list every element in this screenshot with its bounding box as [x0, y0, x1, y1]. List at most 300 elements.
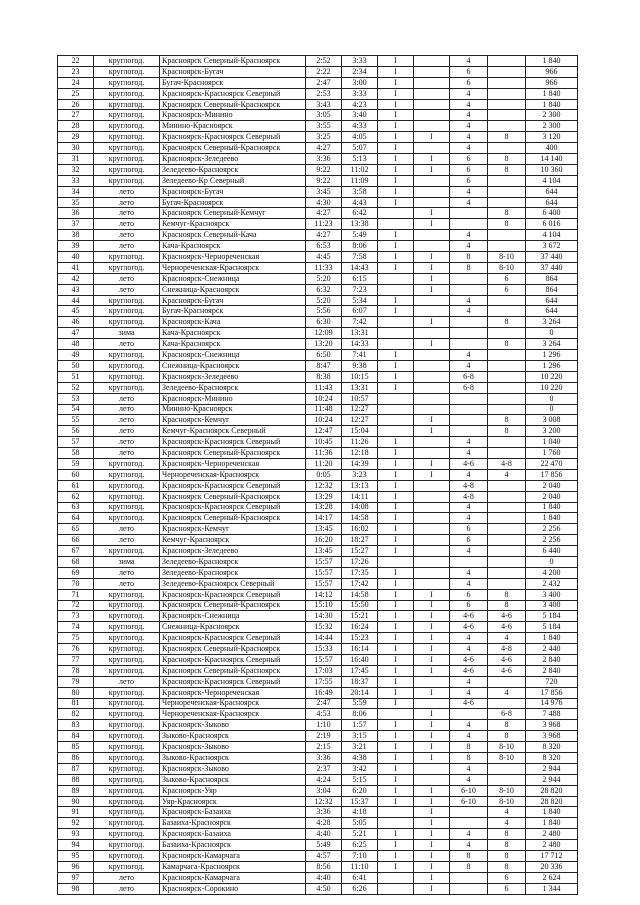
total-cell: 644 — [526, 306, 578, 317]
mark1-cell: I — [378, 589, 414, 600]
total-cell: 2 944 — [526, 774, 578, 785]
mark2-cell: I — [414, 164, 450, 175]
mark1-cell: I — [378, 600, 414, 611]
row-number: 94 — [58, 840, 94, 851]
row-number: 71 — [58, 589, 94, 600]
mark2-cell — [414, 197, 450, 208]
mark1-cell: I — [378, 633, 414, 644]
table-row — [58, 818, 578, 829]
arrival-cell: 17:45 — [342, 665, 378, 676]
departure-cell: 11:48 — [306, 404, 342, 415]
departure-cell: 2:47 — [306, 698, 342, 709]
mark2-cell: I — [414, 284, 450, 295]
period-cell: лето — [94, 273, 160, 284]
mark1-cell: I — [378, 687, 414, 698]
arrival-cell: 16:02 — [342, 524, 378, 535]
row-number: 65 — [58, 524, 94, 535]
total-cell: 2 300 — [526, 121, 578, 132]
table-row — [58, 284, 578, 295]
arrival-cell: 12:27 — [342, 415, 378, 426]
table-row — [58, 644, 578, 655]
period-cell: лето — [94, 404, 160, 415]
mark1-cell: I — [378, 774, 414, 785]
arrival-cell: 13:31 — [342, 328, 378, 339]
row-number: 46 — [58, 317, 94, 328]
departure-cell: 3:04 — [306, 785, 342, 796]
table-row — [58, 175, 578, 186]
route-cell: Базаиха-Красноярск — [160, 840, 306, 851]
table-row — [58, 230, 578, 241]
period-cell: круглогод. — [94, 753, 160, 764]
arrival-cell: 3:23 — [342, 469, 378, 480]
table-row — [58, 709, 578, 720]
mark2-cell: I — [414, 851, 450, 862]
mark2-cell: I — [414, 753, 450, 764]
route-cell: Чернореченская-Красноярск — [160, 709, 306, 720]
arrival-cell: 7:10 — [342, 851, 378, 862]
count1-cell — [450, 273, 488, 284]
table-row — [58, 872, 578, 883]
count2-cell: 6 — [488, 883, 526, 894]
count1-cell: 4 — [450, 360, 488, 371]
arrival-cell: 5:49 — [342, 230, 378, 241]
table-row — [58, 306, 578, 317]
mark2-cell — [414, 382, 450, 393]
table-row — [58, 654, 578, 665]
mark1-cell — [378, 328, 414, 339]
departure-cell: 3:55 — [306, 121, 342, 132]
count1-cell: 4 — [450, 186, 488, 197]
period-cell: круглогод. — [94, 110, 160, 121]
mark1-cell: I — [378, 164, 414, 175]
route-cell: Красноярск-Камарчага — [160, 872, 306, 883]
departure-cell: 4:50 — [306, 883, 342, 894]
count1-cell: 4 — [450, 110, 488, 121]
mark2-cell — [414, 698, 450, 709]
route-cell: Красноярск-Красноярск Северный — [160, 88, 306, 99]
count1-cell — [450, 818, 488, 829]
mark2-cell — [414, 393, 450, 404]
arrival-cell: 16:14 — [342, 644, 378, 655]
period-cell: круглогод. — [94, 709, 160, 720]
row-number: 42 — [58, 273, 94, 284]
row-number: 58 — [58, 448, 94, 459]
mark2-cell: I — [414, 339, 450, 350]
mark1-cell: I — [378, 731, 414, 742]
mark2-cell: I — [414, 469, 450, 480]
total-cell: 5 184 — [526, 611, 578, 622]
total-cell: 1 296 — [526, 360, 578, 371]
count1-cell: 4 — [450, 687, 488, 698]
row-number: 32 — [58, 164, 94, 175]
total-cell: 644 — [526, 295, 578, 306]
arrival-cell: 11:09 — [342, 175, 378, 186]
total-cell: 3 008 — [526, 415, 578, 426]
count2-cell: 4-6 — [488, 665, 526, 676]
count1-cell: 6-8 — [450, 371, 488, 382]
count1-cell: 6 — [450, 589, 488, 600]
total-cell: 1 840 — [526, 99, 578, 110]
total-cell: 10 360 — [526, 164, 578, 175]
arrival-cell: 7:23 — [342, 284, 378, 295]
row-number: 24 — [58, 77, 94, 88]
period-cell: круглогод. — [94, 698, 160, 709]
count2-cell: 8-10 — [488, 252, 526, 263]
table-row — [58, 360, 578, 371]
total-cell: 2 040 — [526, 491, 578, 502]
row-number: 60 — [58, 469, 94, 480]
count1-cell: 8 — [450, 861, 488, 872]
route-cell: Красноярск-Зеледеево — [160, 154, 306, 165]
total-cell: 3 672 — [526, 241, 578, 252]
row-number: 59 — [58, 458, 94, 469]
row-number: 25 — [58, 88, 94, 99]
departure-cell: 4:53 — [306, 709, 342, 720]
row-number: 38 — [58, 230, 94, 241]
count2-cell: 8 — [488, 132, 526, 143]
period-cell: круглогод. — [94, 720, 160, 731]
table-row — [58, 633, 578, 644]
period-cell: круглогод. — [94, 121, 160, 132]
route-cell: Бугач-Красноярск — [160, 306, 306, 317]
mark1-cell: I — [378, 720, 414, 731]
period-cell: круглогод. — [94, 546, 160, 557]
period-cell: круглогод. — [94, 840, 160, 851]
period-cell: круглогод. — [94, 99, 160, 110]
departure-cell: 2:15 — [306, 742, 342, 753]
period-cell: круглогод. — [94, 143, 160, 154]
arrival-cell: 16:40 — [342, 654, 378, 665]
route-cell: Красноярск-Кемчуг — [160, 524, 306, 535]
mark1-cell — [378, 317, 414, 328]
departure-cell: 13:45 — [306, 546, 342, 557]
mark2-cell: I — [414, 611, 450, 622]
departure-cell: 15:10 — [306, 600, 342, 611]
route-cell: Красноярск-Снежница — [160, 350, 306, 361]
mark2-cell — [414, 578, 450, 589]
arrival-cell: 5:34 — [342, 295, 378, 306]
total-cell: 8 320 — [526, 742, 578, 753]
document-page — [57, 55, 577, 895]
table-row — [58, 371, 578, 382]
route-cell: Зеледеево-Красноярск — [160, 567, 306, 578]
table-row — [58, 851, 578, 862]
mark1-cell — [378, 818, 414, 829]
count1-cell: 6-8 — [450, 382, 488, 393]
table-row — [58, 208, 578, 219]
period-cell: круглогод. — [94, 622, 160, 633]
row-number: 49 — [58, 350, 94, 361]
departure-cell: 3:36 — [306, 154, 342, 165]
mark2-cell — [414, 676, 450, 687]
table-row — [58, 829, 578, 840]
mark2-cell — [414, 524, 450, 535]
mark2-cell — [414, 306, 450, 317]
count1-cell: 4 — [450, 676, 488, 687]
mark2-cell — [414, 437, 450, 448]
period-cell: круглогод. — [94, 829, 160, 840]
mark1-cell: I — [378, 840, 414, 851]
period-cell: круглогод. — [94, 154, 160, 165]
arrival-cell: 17:26 — [342, 556, 378, 567]
mark1-cell — [378, 426, 414, 437]
mark1-cell: I — [378, 371, 414, 382]
departure-cell: 4:45 — [306, 252, 342, 263]
count2-cell — [488, 535, 526, 546]
total-cell: 2 480 — [526, 840, 578, 851]
row-number: 57 — [58, 437, 94, 448]
row-number: 75 — [58, 633, 94, 644]
row-number: 81 — [58, 698, 94, 709]
arrival-cell: 6:07 — [342, 306, 378, 317]
count2-cell: 8 — [488, 829, 526, 840]
mark2-cell: I — [414, 840, 450, 851]
mark2-cell: I — [414, 415, 450, 426]
count2-cell: 8 — [488, 339, 526, 350]
period-cell: лето — [94, 426, 160, 437]
arrival-cell: 5:59 — [342, 698, 378, 709]
count2-cell — [488, 676, 526, 687]
route-cell: Красноярск-Красноярск Северный — [160, 676, 306, 687]
table-row — [58, 219, 578, 230]
table-row — [58, 154, 578, 165]
mark1-cell — [378, 393, 414, 404]
table-body — [58, 56, 578, 895]
route-cell: Красноярск-Чернореченская — [160, 252, 306, 263]
count1-cell: 6 — [450, 175, 488, 186]
table-row — [58, 469, 578, 480]
row-number: 55 — [58, 415, 94, 426]
period-cell: круглогод. — [94, 262, 160, 273]
period-cell: круглогод. — [94, 513, 160, 524]
departure-cell: 15:33 — [306, 644, 342, 655]
count2-cell — [488, 491, 526, 502]
route-cell: Красноярск-Бугач — [160, 186, 306, 197]
mark1-cell: I — [378, 382, 414, 393]
arrival-cell: 6:20 — [342, 785, 378, 796]
mark2-cell: I — [414, 622, 450, 633]
departure-cell: 14:44 — [306, 633, 342, 644]
total-cell: 1 840 — [526, 818, 578, 829]
arrival-cell: 15:21 — [342, 611, 378, 622]
schedule-table — [57, 55, 578, 895]
period-cell: круглогод. — [94, 611, 160, 622]
period-cell: круглогод. — [94, 644, 160, 655]
mark1-cell: I — [378, 567, 414, 578]
row-number: 64 — [58, 513, 94, 524]
total-cell: 2 432 — [526, 578, 578, 589]
mark1-cell: I — [378, 524, 414, 535]
mark2-cell — [414, 350, 450, 361]
route-cell: Красноярск-Базаиха — [160, 807, 306, 818]
route-cell: Кемчуг-Красноярск — [160, 219, 306, 230]
mark1-cell: I — [378, 469, 414, 480]
period-cell: круглогод. — [94, 600, 160, 611]
mark2-cell: I — [414, 687, 450, 698]
arrival-cell: 12:18 — [342, 448, 378, 459]
table-row — [58, 763, 578, 774]
total-cell: 37 440 — [526, 262, 578, 273]
total-cell: 400 — [526, 143, 578, 154]
route-cell: Красноярск-Красноярск Северный — [160, 654, 306, 665]
total-cell: 1 840 — [526, 88, 578, 99]
count1-cell: 4 — [450, 644, 488, 655]
table-row — [58, 121, 578, 132]
row-number: 84 — [58, 731, 94, 742]
table-row — [58, 491, 578, 502]
period-cell: круглогод. — [94, 317, 160, 328]
count1-cell: 6 — [450, 66, 488, 77]
row-number: 87 — [58, 763, 94, 774]
table-row — [58, 600, 578, 611]
table-row — [58, 77, 578, 88]
period-cell: круглогод. — [94, 861, 160, 872]
route-cell: Бугач-Красноярск — [160, 197, 306, 208]
route-cell: Красноярск-Красноярск Северный — [160, 502, 306, 513]
mark2-cell: I — [414, 633, 450, 644]
arrival-cell: 13:13 — [342, 480, 378, 491]
table-row — [58, 448, 578, 459]
total-cell: 2 440 — [526, 644, 578, 655]
row-number: 80 — [58, 687, 94, 698]
period-cell: круглогод. — [94, 491, 160, 502]
route-cell: Базаиха-Красноярск — [160, 818, 306, 829]
row-number: 29 — [58, 132, 94, 143]
count1-cell: 6 — [450, 154, 488, 165]
period-cell: лето — [94, 883, 160, 894]
route-cell: Красноярск Северный-Красноярск — [160, 143, 306, 154]
total-cell: 1 840 — [526, 56, 578, 67]
arrival-cell: 10:15 — [342, 371, 378, 382]
table-row — [58, 687, 578, 698]
arrival-cell: 8:06 — [342, 709, 378, 720]
row-number: 48 — [58, 339, 94, 350]
period-cell: круглогод. — [94, 807, 160, 818]
route-cell: Красноярск Северный-Красноярск — [160, 56, 306, 67]
count2-cell — [488, 99, 526, 110]
count1-cell: 4 — [450, 567, 488, 578]
arrival-cell: 9:38 — [342, 360, 378, 371]
mark2-cell: I — [414, 829, 450, 840]
mark1-cell: I — [378, 546, 414, 557]
departure-cell: 5:49 — [306, 840, 342, 851]
mark1-cell — [378, 404, 414, 415]
count1-cell: 4 — [450, 763, 488, 774]
arrival-cell: 14:39 — [342, 458, 378, 469]
table-row — [58, 241, 578, 252]
arrival-cell: 3:58 — [342, 186, 378, 197]
route-cell: Красноярск-Красноярск Северный — [160, 437, 306, 448]
count1-cell: 4 — [450, 829, 488, 840]
total-cell: 37 440 — [526, 252, 578, 263]
table-row — [58, 132, 578, 143]
departure-cell: 4:28 — [306, 818, 342, 829]
route-cell: Минино-Красноярск — [160, 404, 306, 415]
mark1-cell: I — [378, 252, 414, 263]
mark1-cell: I — [378, 77, 414, 88]
total-cell: 6 440 — [526, 546, 578, 557]
route-cell: Красноярск-Кемчуг — [160, 415, 306, 426]
row-number: 22 — [58, 56, 94, 67]
arrival-cell: 20:14 — [342, 687, 378, 698]
route-cell: Красноярск-Чернореченская — [160, 458, 306, 469]
departure-cell: 15:57 — [306, 556, 342, 567]
count1-cell: 8 — [450, 252, 488, 263]
period-cell: круглогод. — [94, 665, 160, 676]
count2-cell: 4-6 — [488, 654, 526, 665]
row-number: 50 — [58, 360, 94, 371]
departure-cell: 4:57 — [306, 851, 342, 862]
departure-cell: 13:45 — [306, 524, 342, 535]
count1-cell: 4 — [450, 720, 488, 731]
total-cell: 17 856 — [526, 687, 578, 698]
total-cell: 6 016 — [526, 219, 578, 230]
departure-cell: 2:53 — [306, 88, 342, 99]
total-cell: 2 480 — [526, 829, 578, 840]
period-cell: круглогод. — [94, 88, 160, 99]
count1-cell: 4 — [450, 840, 488, 851]
route-cell: Красноярск Северный-Красноярск — [160, 448, 306, 459]
departure-cell: 15:57 — [306, 567, 342, 578]
route-cell: Красноярск-Кача — [160, 317, 306, 328]
count2-cell: 4-8 — [488, 458, 526, 469]
count2-cell — [488, 524, 526, 535]
departure-cell: 11:23 — [306, 219, 342, 230]
mark2-cell: I — [414, 872, 450, 883]
departure-cell: 12:32 — [306, 480, 342, 491]
mark2-cell: I — [414, 807, 450, 818]
mark2-cell — [414, 491, 450, 502]
period-cell: круглогод. — [94, 295, 160, 306]
period-cell: круглогод. — [94, 382, 160, 393]
mark1-cell: I — [378, 458, 414, 469]
count2-cell: 8-10 — [488, 753, 526, 764]
route-cell: Красноярск-Красноярск Северный — [160, 633, 306, 644]
mark1-cell: I — [378, 132, 414, 143]
mark1-cell — [378, 709, 414, 720]
table-row — [58, 524, 578, 535]
mark2-cell — [414, 230, 450, 241]
period-cell: круглогод. — [94, 818, 160, 829]
total-cell: 3 120 — [526, 132, 578, 143]
row-number: 43 — [58, 284, 94, 295]
mark2-cell: I — [414, 589, 450, 600]
count2-cell: 4 — [488, 469, 526, 480]
arrival-cell: 4:18 — [342, 807, 378, 818]
count2-cell — [488, 382, 526, 393]
count1-cell: 4 — [450, 241, 488, 252]
count1-cell: 4 — [450, 132, 488, 143]
table-row — [58, 807, 578, 818]
count1-cell — [450, 426, 488, 437]
count1-cell — [450, 328, 488, 339]
count1-cell: 6 — [450, 524, 488, 535]
period-cell: круглогод. — [94, 480, 160, 491]
count2-cell: 8-10 — [488, 796, 526, 807]
route-cell: Красноярск-Красноярск Северный — [160, 589, 306, 600]
table-row — [58, 458, 578, 469]
count2-cell — [488, 502, 526, 513]
mark1-cell: I — [378, 513, 414, 524]
table-row — [58, 480, 578, 491]
row-number: 93 — [58, 829, 94, 840]
departure-cell: 2:47 — [306, 77, 342, 88]
route-cell: Красноярск-Зеледеево — [160, 371, 306, 382]
departure-cell: 11:20 — [306, 458, 342, 469]
mark1-cell: I — [378, 502, 414, 513]
arrival-cell: 4:23 — [342, 99, 378, 110]
departure-cell: 4:27 — [306, 143, 342, 154]
